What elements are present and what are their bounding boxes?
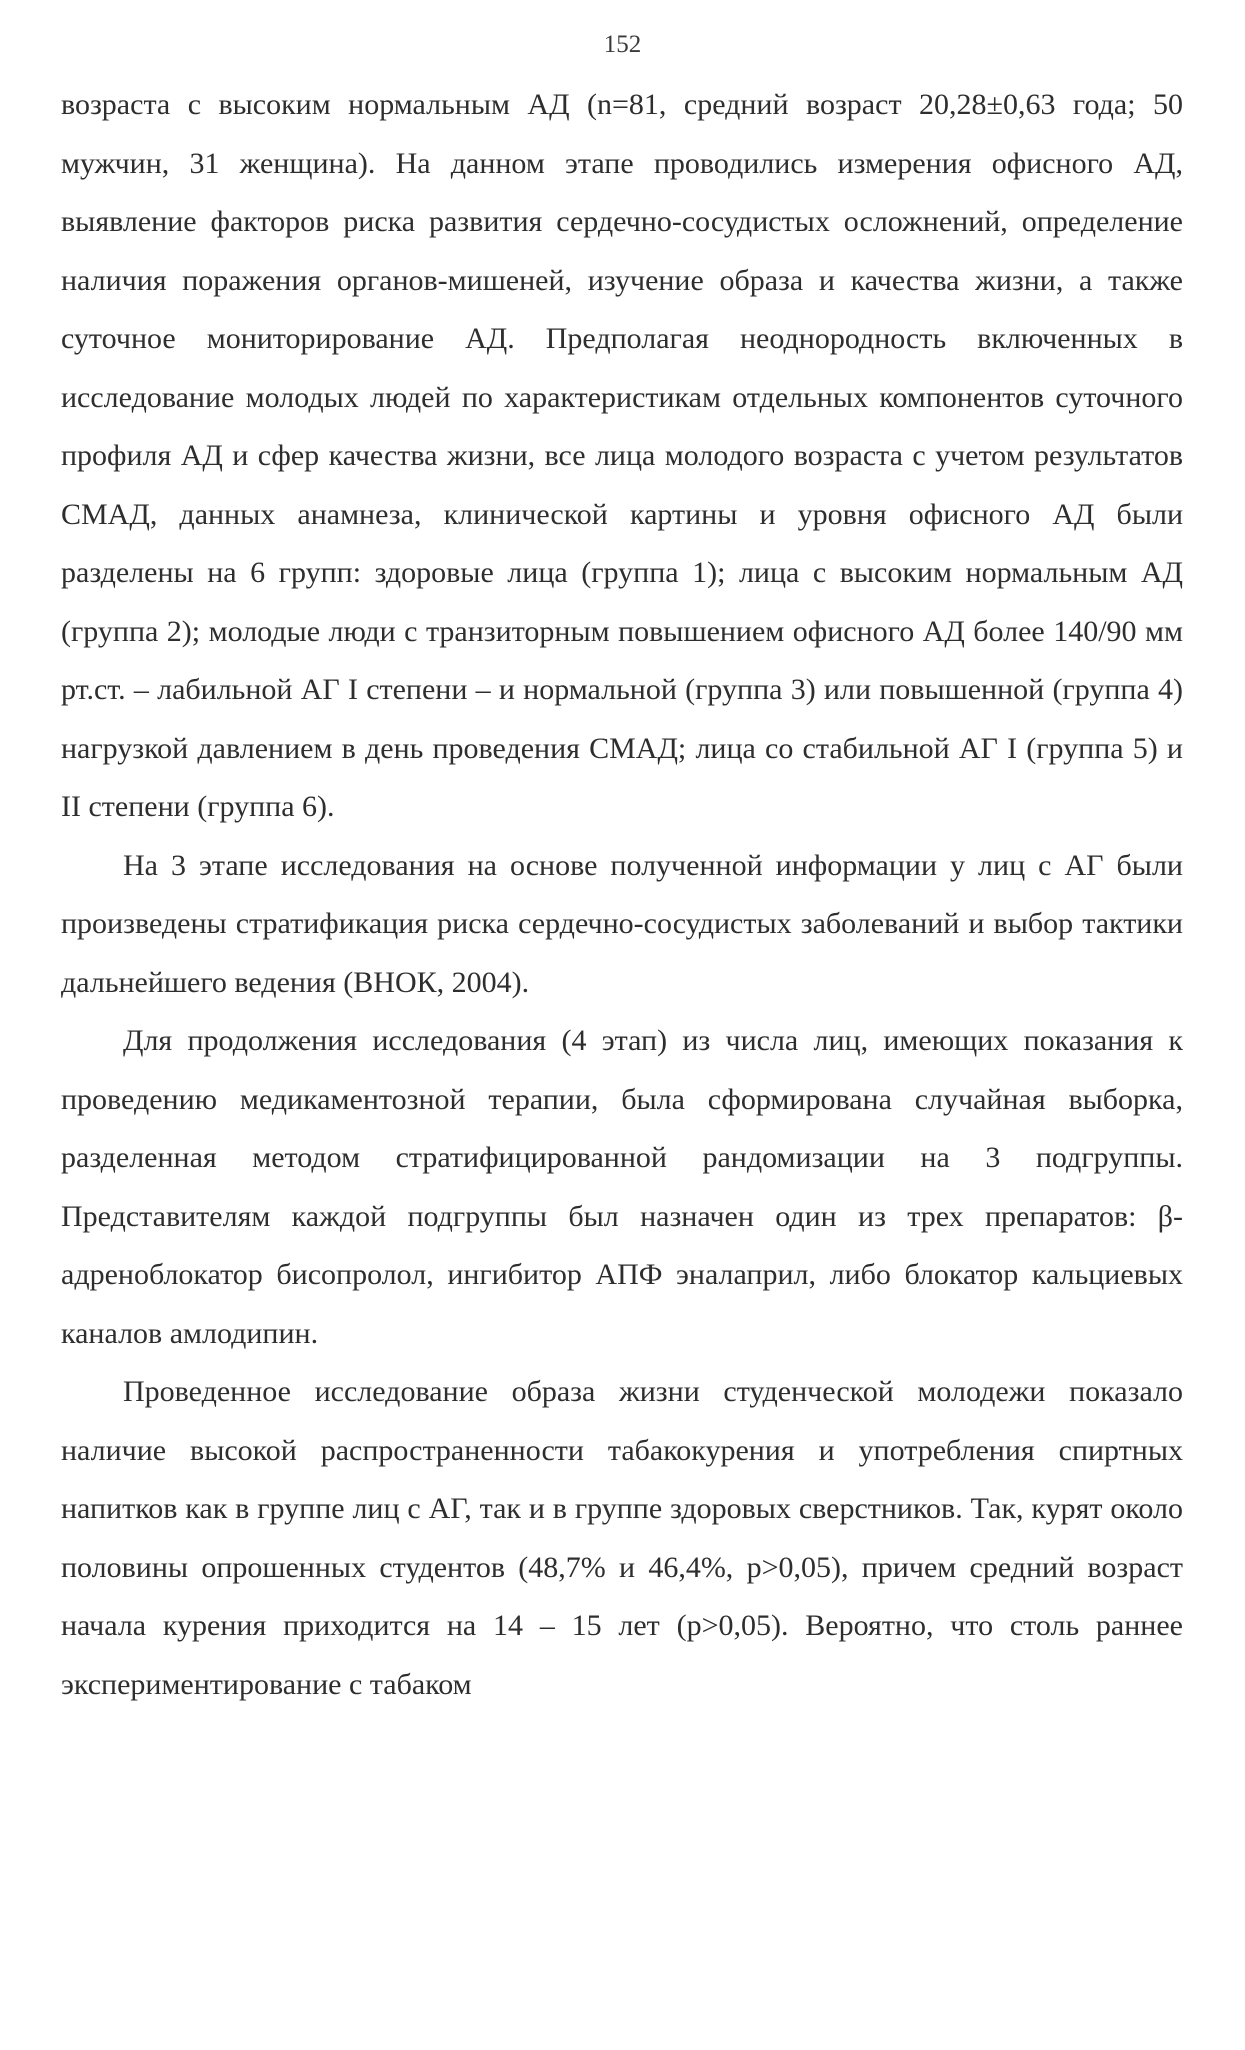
paragraph-2: На 3 этапе исследования на основе полученной информации у лиц с АГ были произведены стратификация риска сердечно-сосудистых заболеваний и выбор тактики дальнейшего ведения (ВНОК, 2004). <box>61 848 1183 999</box>
page-number: 152 <box>603 31 642 58</box>
paragraph-3: Для продолжения исследования (4 этап) из числа лиц, имеющих показания к проведению медикаментозной терапии, была сформирована случайная выборка, разделенная методом стратифицированной рандомизации на 3 подгруппы. Представителям каждой подгруппы был назначен один из трех препаратов: β-адреноблокатор бисопролол, ингибитор АПФ эналаприл, либо блокатор кальциевых каналов амлодипин. <box>61 1024 1183 1350</box>
paragraph-1: возраста с высоким нормальным АД (n=81, средний возраст 20,28±0,63 года; 50 мужчин, 31 женщина). На данном этапе проводились измерения офисного АД, выявление факторов риска развития сердечно-сосудистых осложнений, определение наличия поражения органов-мишеней, изучение образа и качества жизни, а также суточное мониторирование АД. Предполагая неоднородность включенных в исследование молодых людей по характеристикам отдельных компонентов суточного профиля АД и сфер качества жизни, все лица молодого возраста с учетом результатов СМАД, данных анамнеза, клинической картины и уровня офисного АД были разделены на 6 групп: здоровые лица (группа 1); лица с высоким нормальным АД (группа 2); молодые люди с транзиторным повышением офисного АД более 140/90 мм рт.ст. – лабильной АГ I степени – и нормальной (группа 3) или повышенной (группа 4) нагрузкой давлением в день проведения СМАД; лица со стабильной АГ I (группа 5) и II степени (группа 6). <box>61 88 1183 823</box>
body-text <box>61 76 1183 1714</box>
paragraph-4: Проведенное исследование образа жизни студенческой молодежи показало наличие высокой распространенности табакокурения и употребления спиртных напитков как в группе лиц с АГ, так и в группе здоровых сверстников. Так, курят около половины опрошенных студентов (48,7% и 46,4%, p>0,05), причем средний возраст начала курения приходится на 14 – 15 лет (p>0,05). Вероятно, что столь раннее экспериментирование с табаком <box>61 1375 1183 1701</box>
